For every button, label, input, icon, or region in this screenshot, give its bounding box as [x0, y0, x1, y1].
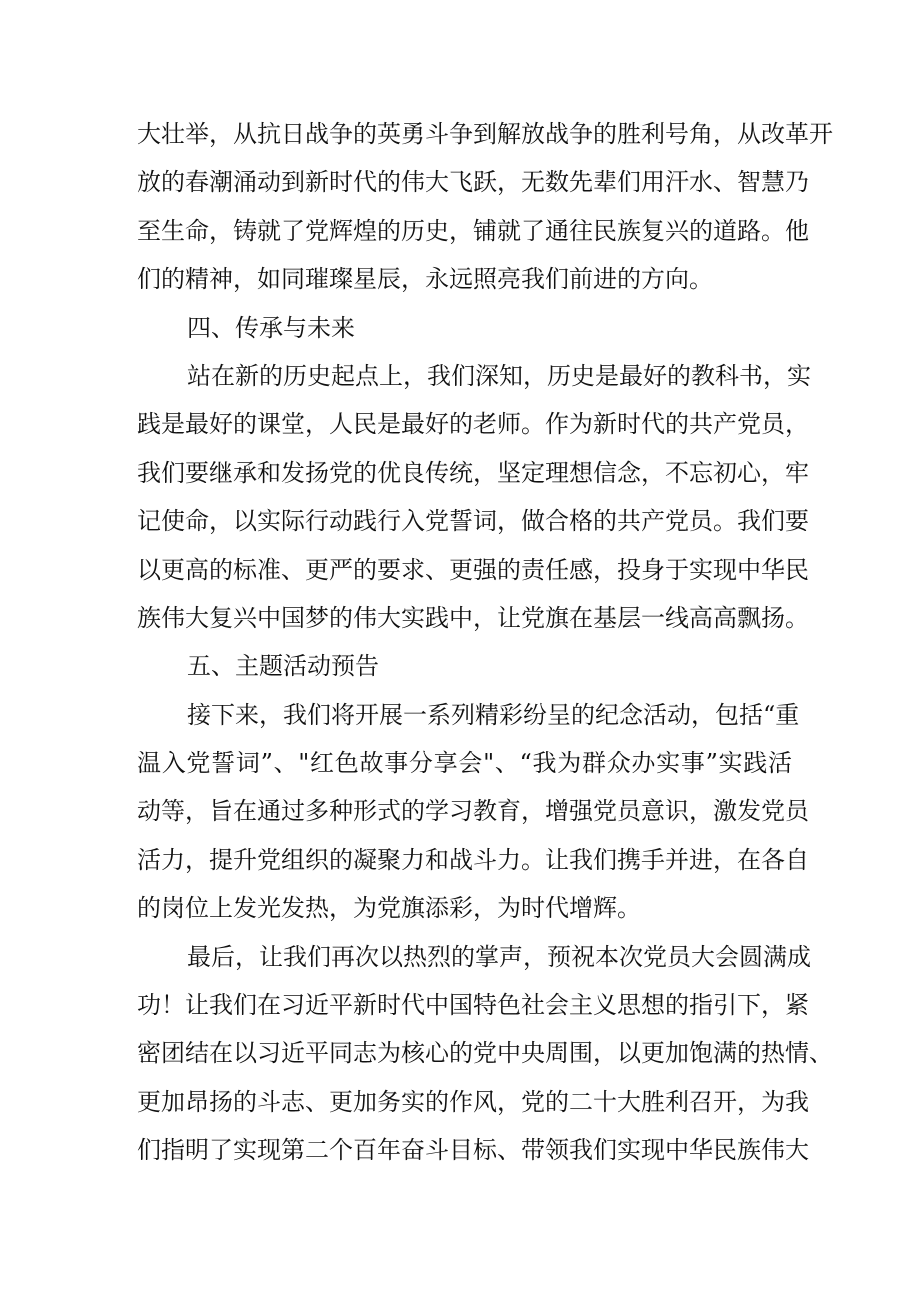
text-line: 我们要继承和发扬党的优良传统，坚定理想信念，不忘初心，牢 [137, 458, 809, 487]
text-line: 族伟大复兴中国梦的伟大实践中，让党旗在基层一线高高飘扬。 [137, 603, 809, 632]
text-line: 接下来，我们将开展一系列精彩纷呈的纪念活动，包括“重 [187, 700, 800, 729]
section-heading-inheritance: 四、传承与未来 [187, 313, 355, 342]
paragraph-inheritance [137, 352, 811, 642]
text-line: 们指明了实现第二个百年奋斗目标、带领我们实现中华民族伟大 [137, 1136, 809, 1165]
text-line: 们的精神，如同璀璨星辰，永远照亮我们前进的方向。 [137, 265, 713, 294]
paragraph-history [137, 110, 833, 304]
text-line: 温入党誓词”、"红色故事分享会"、“我为群众办实事”实践活 [137, 749, 792, 778]
text-line: 密团结在以习近平同志为核心的党中央周围，以更加饱满的热情、 [137, 1039, 833, 1068]
text-line: 站在新的历史起点上，我们深知，历史是最好的教科书，实 [187, 361, 811, 390]
text-line: 大壮举，从抗日战争的英勇斗争到解放战争的胜利号角，从改革开 [137, 120, 833, 148]
paragraph-closing [137, 933, 833, 1175]
document-body [137, 110, 833, 1175]
text-line: 更加昂扬的斗志、更加务实的作风，党的二十大胜利召开，为我 [137, 1087, 809, 1116]
text-line: 至生命，铸就了党辉煌的历史，铺就了通往民族复兴的道路。他 [137, 216, 809, 245]
text-line: 记使命，以实际行动践行入党誓词，做合格的共产党员。我们要 [137, 507, 809, 536]
text-line: 践是最好的课堂，人民是最好的老师。作为新时代的共产党员， [137, 410, 809, 439]
paragraph-activities [137, 691, 809, 933]
text-line: 以更高的标准、更严的要求、更强的责任感，投身于实现中华民 [137, 555, 809, 584]
text-line: 最后，让我们再次以热烈的掌声，预祝本次党员大会圆满成 [187, 942, 811, 971]
text-line: 放的春潮涌动到新时代的伟大飞跃，无数先辈们用汗水、智慧乃 [137, 168, 809, 197]
text-line: 活力，提升党组织的凝聚力和战斗力。让我们携手并进，在各自 [137, 845, 809, 874]
text-line: 功！让我们在习近平新时代中国特色社会主义思想的指引下，紧 [137, 991, 809, 1020]
text-line: 的岗位上发光发热，为党旗添彩，为时代增辉。 [137, 894, 641, 923]
section-heading-activity-preview: 五、主题活动预告 [187, 652, 379, 681]
text-line: 动等，旨在通过多种形式的学习教育，增强党员意识，激发党员 [137, 797, 809, 826]
